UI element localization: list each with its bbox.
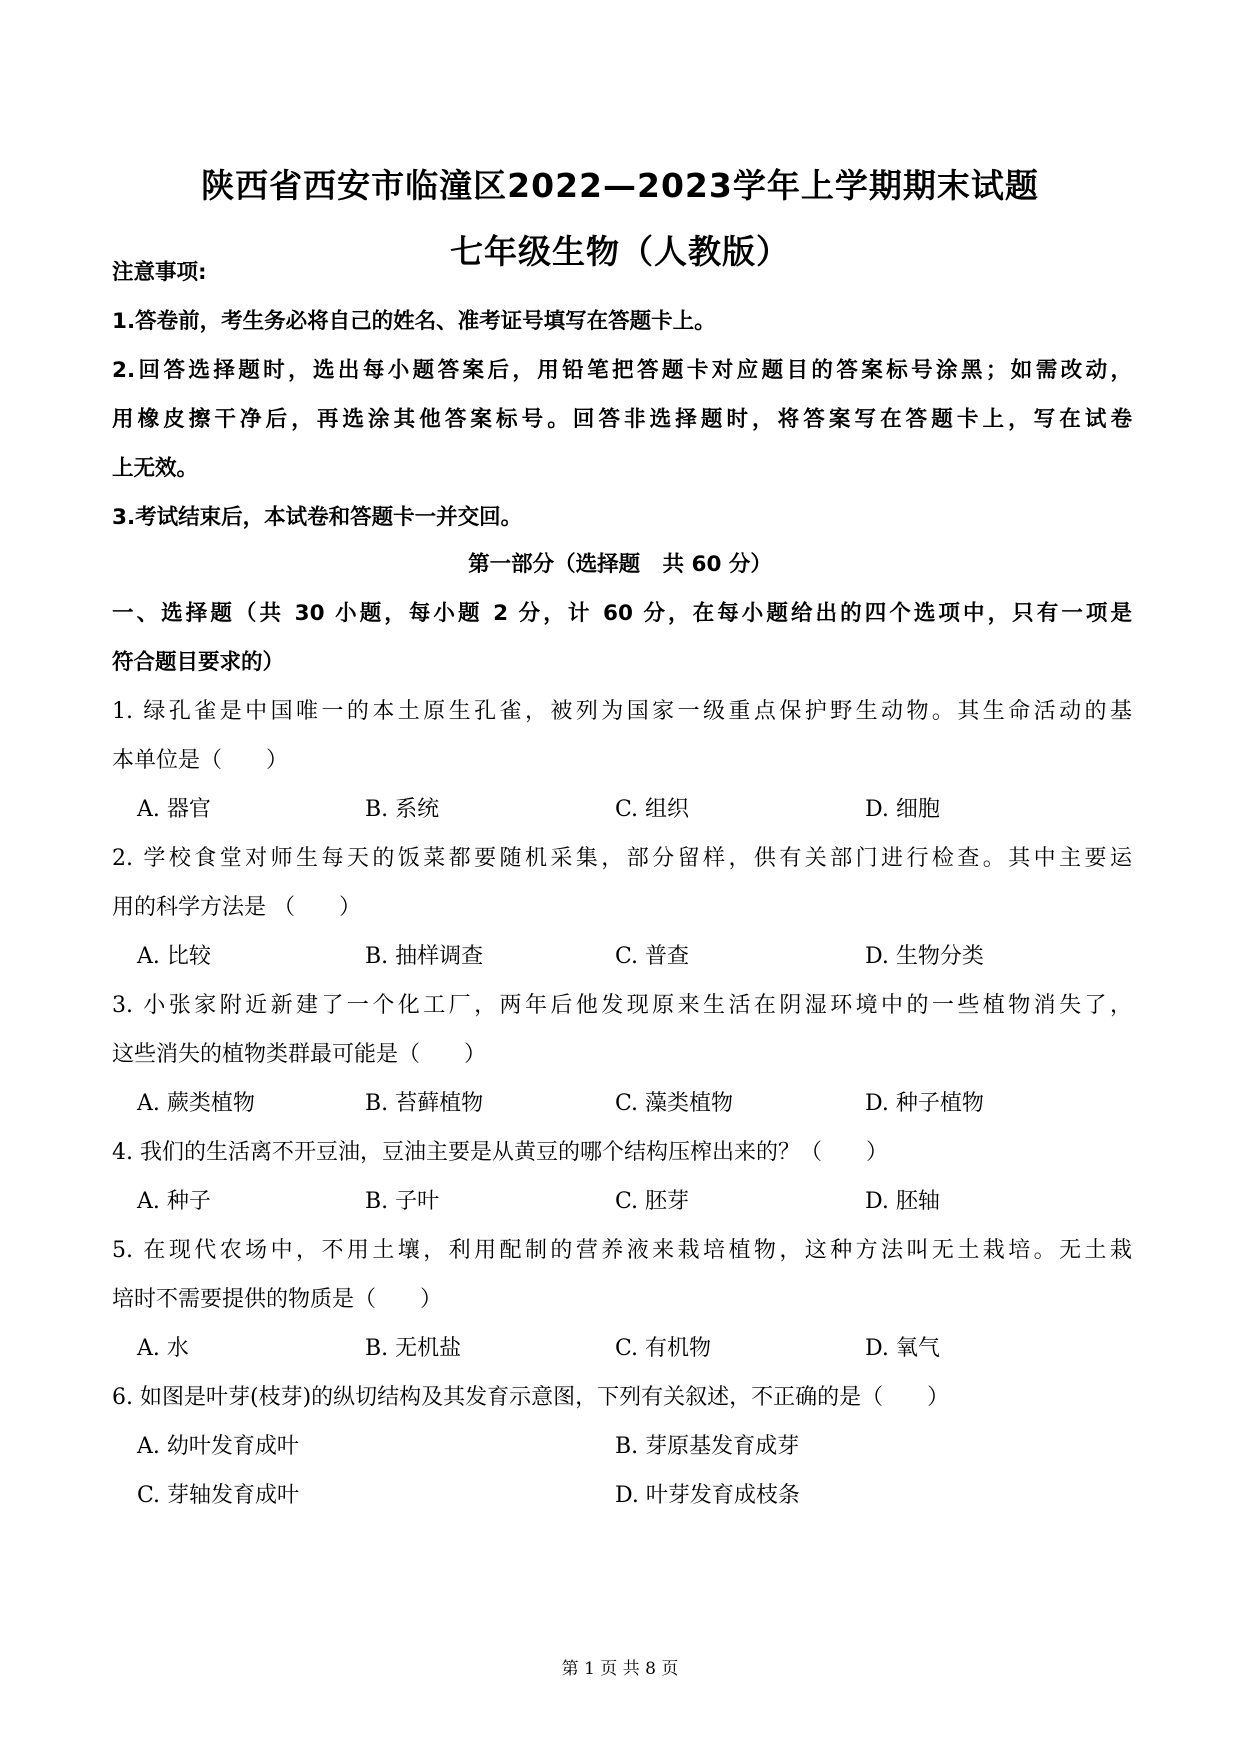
- question-2-line-1: 2. 学校食堂对师生每天的饭菜都要随机采集，部分留样，供有关部门进行检查。其中主要运: [112, 846, 1132, 871]
- option-d: D. 胚轴: [865, 1189, 940, 1214]
- option-b: B. 芽原基发育成芽: [615, 1434, 800, 1459]
- question-4-line-1: 4. 我们的生活离不开豆油，豆油主要是从黄豆的哪个结构压榨出来的？（ ）: [112, 1140, 888, 1165]
- section-instruction-line-2: 符合题目要求的）: [112, 650, 285, 675]
- notice-item-2-line-1: 2.回答选择题时，选出每小题答案后，用铅笔把答题卡对应题目的答案标号涂黑；如需改动，: [112, 358, 1132, 383]
- part-heading: 第一部分（选择题 共 60 分）: [468, 552, 772, 577]
- notice-item-3: 3.考试结束后，本试卷和答题卡一并交回。: [112, 505, 523, 530]
- question-2-options: [137, 932, 1137, 981]
- question-5-line-1: 5. 在现代农场中，不用土壤，利用配制的营养液来栽培植物，这种方法叫无土栽培。无土栽: [112, 1238, 1132, 1263]
- exam-title: 陕西省西安市临潼区2022—2023学年上学期期末试题: [201, 166, 1039, 205]
- notice-item-2-line-3: 上无效。: [112, 456, 199, 481]
- question-3-options: [137, 1079, 1137, 1128]
- question-5-line-2: 培时不需要提供的物质是（ ）: [112, 1287, 443, 1312]
- option-d: D. 种子植物: [865, 1091, 984, 1116]
- exam-subtitle: 七年级生物（人教版）: [450, 232, 790, 271]
- question-1-options: [137, 785, 1137, 834]
- option-d: D. 生物分类: [865, 944, 984, 969]
- option-c: C. 芽轴发育成叶: [137, 1483, 300, 1508]
- option-b: B. 系统: [365, 797, 440, 822]
- question-6-options-row-1: [137, 1422, 1137, 1471]
- question-1-line-1: 1. 绿孔雀是中国唯一的本土原生孔雀，被列为国家一级重点保护野生动物。其生命活动的基: [112, 699, 1132, 724]
- option-a: A. 比较: [137, 944, 211, 969]
- option-a: A. 种子: [137, 1189, 211, 1214]
- option-c: C. 有机物: [615, 1336, 712, 1361]
- option-c: C. 藻类植物: [615, 1091, 734, 1116]
- option-a: A. 水: [137, 1336, 189, 1361]
- option-d: D. 叶芽发育成枝条: [615, 1483, 800, 1508]
- section-instruction-line-1: 一、选择题（共 30 小题，每小题 2 分，计 60 分，在每小题给出的四个选项中，只有一项是: [112, 601, 1132, 626]
- option-c: C. 胚芽: [615, 1189, 690, 1214]
- option-a: A. 器官: [137, 797, 211, 822]
- option-a: A. 蕨类植物: [137, 1091, 255, 1116]
- notice-item-2-line-2: 用橡皮擦干净后，再选涂其他答案标号。回答非选择题时，将答案写在答题卡上，写在试卷: [112, 407, 1132, 432]
- question-5-options: [137, 1324, 1137, 1373]
- option-b: B. 无机盐: [365, 1336, 462, 1361]
- question-6-options-row-2: [137, 1471, 1137, 1520]
- page-footer: 第 1 页 共 8 页: [561, 1659, 679, 1679]
- option-d: D. 细胞: [865, 797, 940, 822]
- question-3-line-2: 这些消失的植物类群最可能是（ ）: [112, 1042, 487, 1067]
- question-2-line-2: 用的科学方法是 （ ）: [112, 895, 361, 920]
- option-a: A. 幼叶发育成叶: [137, 1434, 299, 1459]
- option-c: C. 普查: [615, 944, 690, 969]
- option-c: C. 组织: [615, 797, 690, 822]
- notice-item-1: 1.答卷前，考生务必将自己的姓名、准考证号填写在答题卡上。: [112, 309, 716, 334]
- option-d: D. 氧气: [865, 1336, 940, 1361]
- option-b: B. 抽样调查: [365, 944, 484, 969]
- notice-heading: 注意事项:: [112, 260, 207, 285]
- question-3-line-1: 3. 小张家附近新建了一个化工厂，两年后他发现原来生活在阴湿环境中的一些植物消失了，: [112, 993, 1132, 1018]
- option-b: B. 子叶: [365, 1189, 440, 1214]
- option-b: B. 苔藓植物: [365, 1091, 484, 1116]
- question-1-line-2: 本单位是（ ）: [112, 748, 289, 773]
- question-4-options: [137, 1177, 1137, 1226]
- question-6-line-1: 6. 如图是叶芽(枝芽)的纵切结构及其发育示意图，下列有关叙述，不正确的是（ ）: [112, 1385, 950, 1410]
